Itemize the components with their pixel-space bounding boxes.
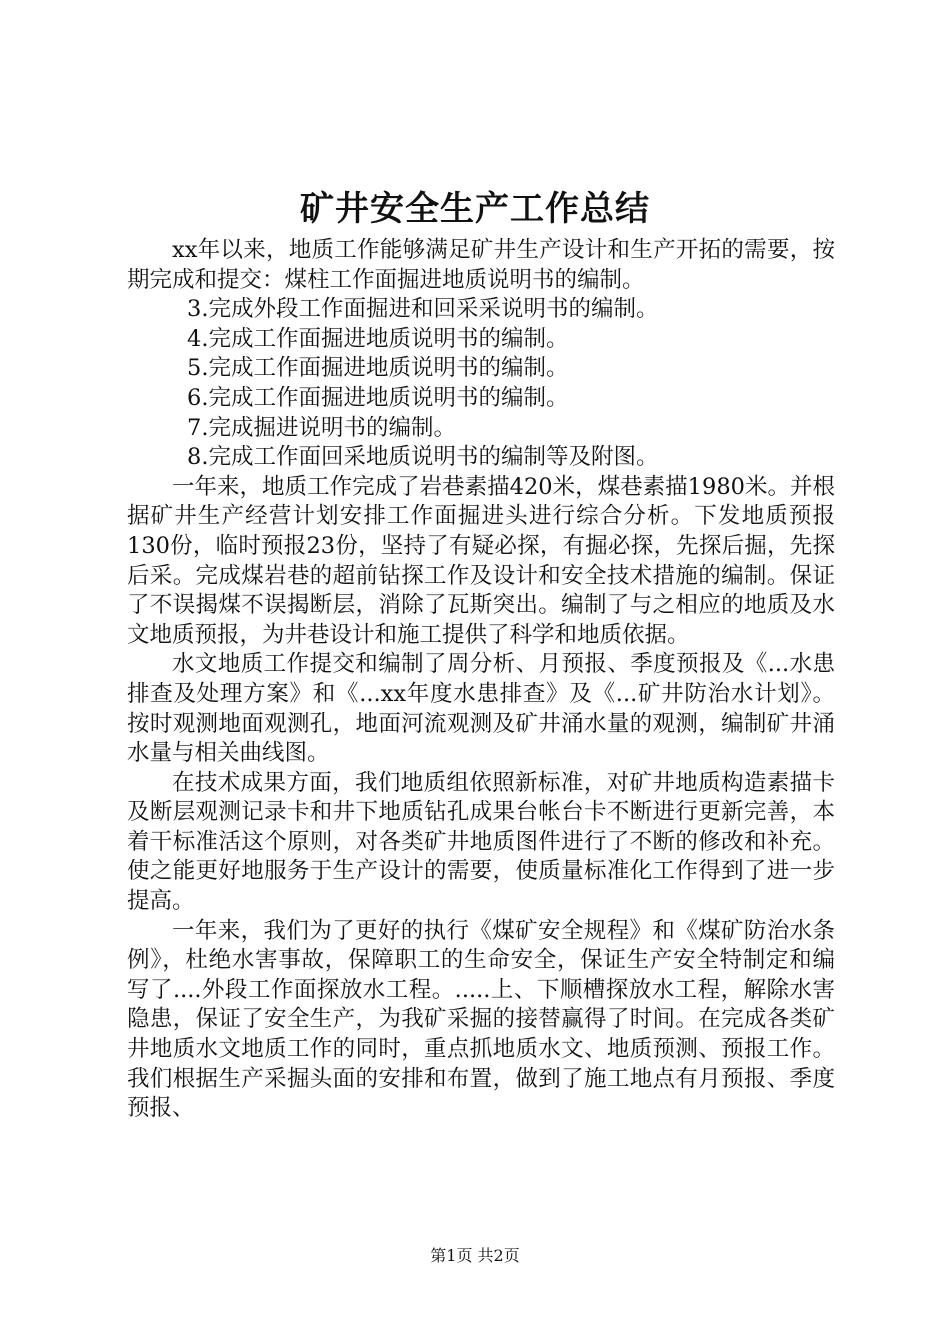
list-item: 8.完成工作面回采地质说明书的编制等及附图。	[187, 444, 659, 471]
list-item: 7.完成掘进说明书的编制。	[187, 414, 456, 441]
paragraph-water-safety: 一年来，我们为了更好的执行《煤矿安全规程》和《煤矿防治水条例》，杜绝水害事故，保障职工的生命安全，保证生产安全特制定和编写了....外段工作面探放水工程。.....上、下顺槽探放水工程，解除水害隐患，保证了安全生产，为我矿采掘的接替赢得了时间。在完成各类矿井地质水文地质工作的同时，重点抓地质水文、地质预测、预报工作。我们根据生产采掘头面的安排和布置，做到了施工地点有月预报、季度预报、	[127, 917, 835, 1122]
paragraph-intro: xx年以来，地质工作能够满足矿井生产设计和生产开拓的需要，按期完成和提交：煤柱工作面掘进地质说明书的编制。	[127, 237, 835, 293]
list-item: 6.完成工作面掘进地质说明书的编制。	[187, 384, 569, 411]
paragraph-geology-work: 一年来，地质工作完成了岩巷素描420米，煤巷素描1980米。并根据矿井生产经营计划安排工作面掘进头进行综合分析。下发地质预报130份，临时预报23份，坚持了有疑必探，有掘必探，先探后掘，先探后采。完成煤岩巷的超前钻探工作及设计和安全技术措施的编制。保证了不误揭煤不误揭断层，消除了瓦斯突出。编制了与之相应的地质及水文地质预报，为井巷设计和施工提供了科学和地质依据。	[127, 473, 835, 648]
list-item: 4.完成工作面掘进地质说明书的编制。	[187, 325, 569, 352]
list-item: 3.完成外段工作面掘进和回采采说明书的编制。	[187, 296, 659, 323]
paragraph-technical-results: 在技术成果方面，我们地质组依照新标准，对矿井地质构造素描卡及断层观测记录卡和井下地质钻孔成果台帐台卡不断进行更新完善，本着干标准活这个原则，对各类矿井地质图件进行了不断的修改和补充。使之能更好地服务于生产设计的需要，使质量标准化工作得到了进一步提高。	[127, 769, 835, 915]
page-number-footer: 第1页 共2页	[430, 1246, 520, 1265]
list-item: 5.完成工作面掘进地质说明书的编制。	[187, 355, 569, 382]
paragraph-hydrogeology-work: 水文地质工作提交和编制了周分析、月预报、季度预报及《...水患排查及处理方案》和《...xx年度水患排查》及《...矿井防治水计划》。按时观测地面观测孔，地面河流观测及矿井涌水量的观测，编制矿井涌水量与相关曲线图。	[127, 651, 835, 767]
document-body	[127, 236, 835, 1124]
document-title: 矿井安全生产工作总结	[300, 189, 650, 229]
